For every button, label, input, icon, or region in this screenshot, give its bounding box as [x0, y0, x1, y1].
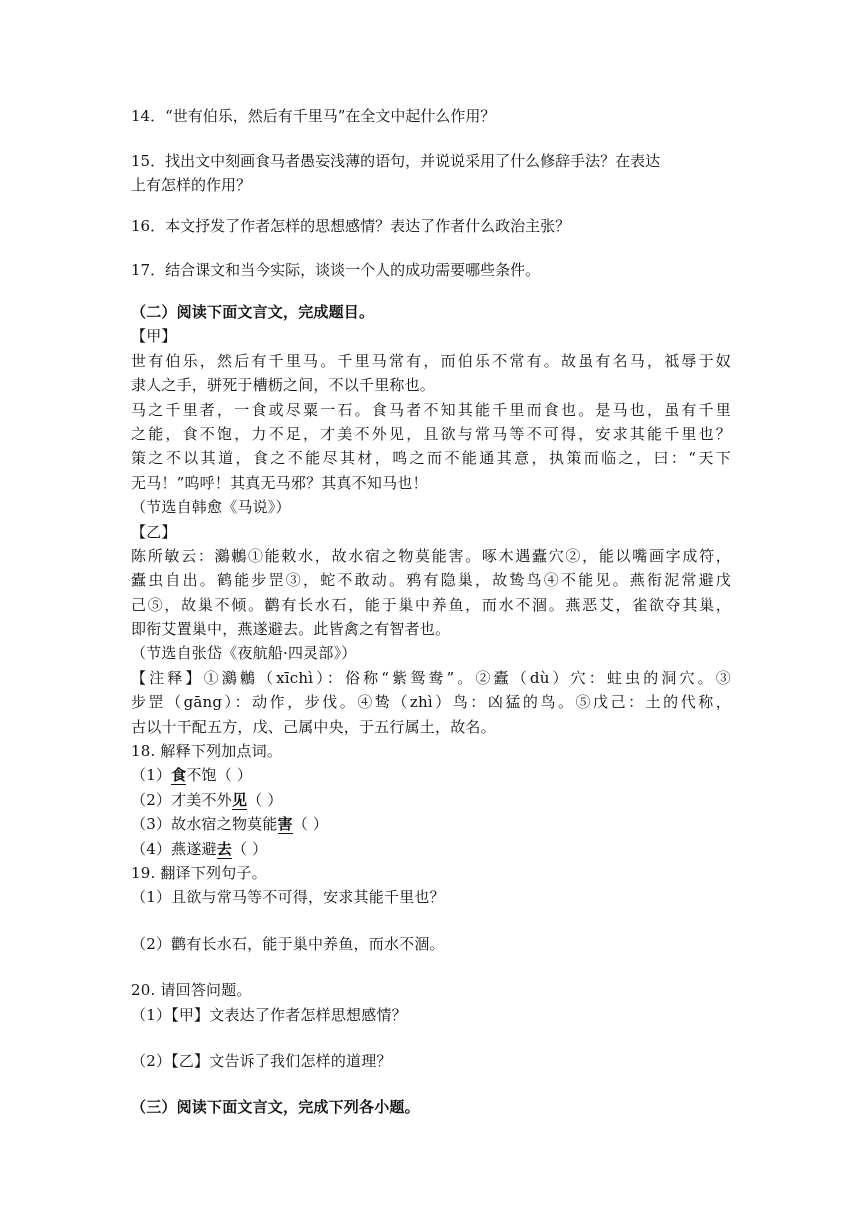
yi-source: （节选自张岱《夜航船·四灵部》） — [131, 644, 357, 663]
dotted-word: 见 — [231, 790, 248, 809]
question-18-item: （2）才美不外见（ ） — [131, 790, 283, 809]
jia-line: 隶人之手，骈死于槽枥之间，不以千里称也。 — [131, 376, 436, 395]
note-line: 古以十干配五方，戊、己属中央，于五行属土，故名。 — [131, 717, 496, 736]
jia-line: 马之千里者，一食或尽粟一石。食马者不知其能千里而食也。是马也，虽有千里 — [131, 400, 731, 419]
yi-line: 陈所敏云：鸂鶒①能敕水，故水宿之物莫能害。啄木遇蠹穴②，能以嘴画字成符， — [131, 546, 731, 565]
question-18-item: （4）燕遂避去（ ） — [131, 839, 268, 858]
question-14: 14．“世有伯乐，然后有千里马”在全文中起什么作用？ — [131, 107, 496, 125]
yi-label: 【乙】 — [131, 522, 177, 541]
question-18-title: 18. 解释下列加点词。 — [131, 742, 283, 761]
question-16: 16．本文抒发了作者怎样的思想感情？表达了作者什么政治主张？ — [131, 217, 571, 235]
jia-label: 【甲】 — [131, 327, 177, 346]
dotted-word: 害 — [277, 815, 293, 834]
yi-line: 己⑤，故巢不倾。鹳有长水石，能于巢中养鱼，而水不涸。燕恶艾，雀欲夺其巢， — [131, 595, 731, 614]
question-15-line2: 上有怎样的作用？ — [131, 176, 252, 194]
jia-line: 之能，食不饱，力不足，才美不外见，且欲与常马等不可得，安求其能千里也？ — [131, 424, 731, 443]
question-19-item: （2）鹳有长水石，能于巢中养鱼，而水不涸。 — [131, 934, 445, 953]
note-line: 【注释】①鸂鶒（xīchì）：俗称“紫鸳鸯”。②蠹（dù）穴：蛀虫的洞穴。③ — [131, 668, 731, 687]
dotted-word: 去 — [216, 839, 232, 858]
section-3-heading: （三）阅读下面文言文，完成下列各小题。 — [131, 1098, 420, 1117]
question-20-item: （1）【甲】文表达了作者怎样思想感情？ — [131, 1005, 407, 1024]
section-2-heading: （二）阅读下面文言文，完成题目。 — [131, 303, 375, 321]
jia-line: 世有伯乐，然后有千里马。千里马常有，而伯乐不常有。故虽有名马，祗辱于奴 — [131, 351, 731, 370]
note-line: 步罡（gāng）：动作，步伐。④鸷（zhì）鸟：凶猛的鸟。⑤戊己：土的代称， — [131, 693, 731, 712]
question-18-item: （1）食不饱（ ） — [131, 766, 253, 785]
jia-source: （节选自韩愈《马说》） — [131, 498, 291, 517]
question-19-title: 19. 翻译下列句子。 — [131, 863, 267, 882]
section-2 — [131, 300, 731, 1120]
question-19-item: （1）且欲与常马等不可得，安求其能千里也？ — [131, 888, 445, 907]
question-15-line1: 15．找出文中刻画食马者愚妄浅薄的语句，并说说采用了什么修辞手法？在表达 — [131, 152, 661, 170]
question-20-item: （2）【乙】文告诉了我们怎样的道理？ — [131, 1051, 392, 1070]
jia-line: 无马！”呜呼！其真无马邪？其真不知马也！ — [131, 473, 428, 492]
yi-line: 即衔艾置巢中，燕遂避去。此皆禽之有智者也。 — [131, 620, 451, 639]
question-18-item: （3）故水宿之物莫能害（ ） — [131, 815, 329, 834]
jia-line: 策之不以其道，食之不能尽其材，鸣之而不能通其意，执策而临之，曰：“天下 — [131, 449, 731, 468]
question-20-title: 20. 请回答问题。 — [131, 981, 252, 1000]
yi-line: 蠹虫自出。鹤能步罡③，蛇不敢动。鸦有隐巢，故鸷鸟④不能见。燕衔泥常避戊 — [131, 571, 731, 590]
dotted-word: 食 — [171, 766, 187, 785]
question-17: 17．结合课文和当今实际，谈谈一个人的成功需要哪些条件。 — [131, 261, 541, 279]
